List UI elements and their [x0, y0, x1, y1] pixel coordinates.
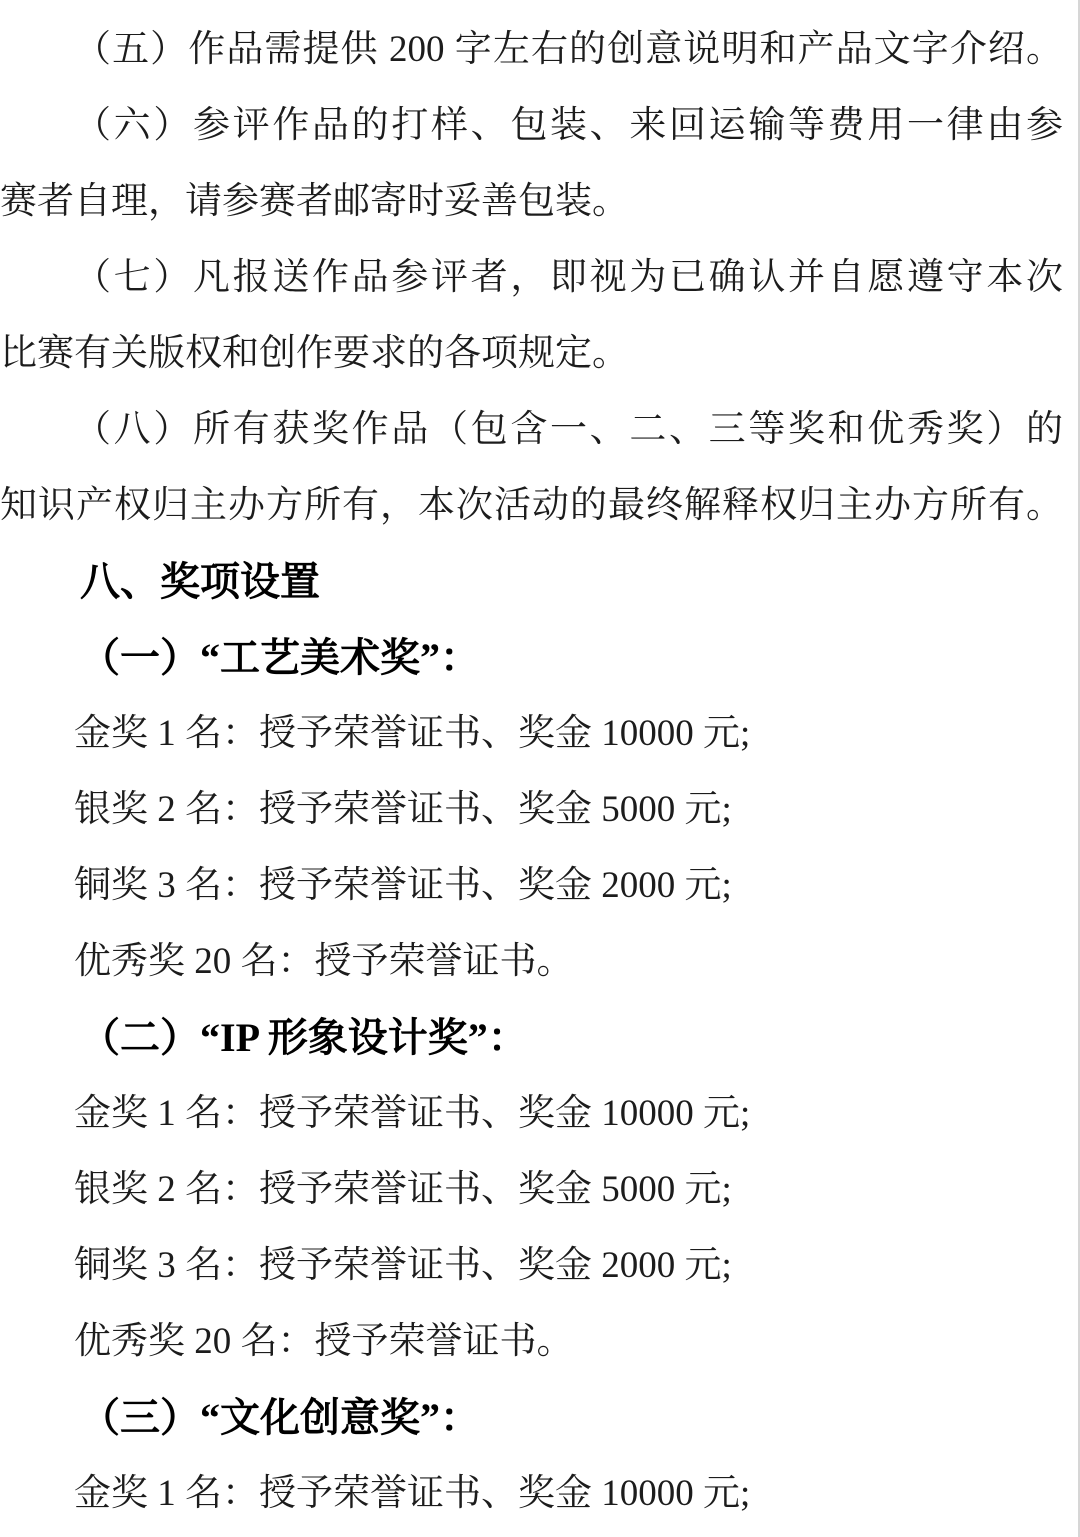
award-line: 银奖 2 名：授予荣誉证书、奖金 5000 元; — [74, 1169, 732, 1210]
paragraph-line: （五）作品需提供 200 字左右的创意说明和产品文字介绍。 — [74, 29, 1063, 70]
paragraph-line: 赛者自理，请参赛者邮寄时妥善包装。 — [0, 181, 629, 222]
award-line: 金奖 1 名：授予荣誉证书、奖金 10000 元; — [74, 713, 751, 754]
paragraph-line: 知识产权归主办方所有，本次活动的最终解释权归主办方所有。 — [0, 485, 1063, 526]
award-category-heading: （二）“IP 形象设计奖”： — [80, 1015, 528, 1060]
award-line: 金奖 1 名：授予荣誉证书、奖金 10000 元; — [74, 1473, 751, 1514]
paragraph-line: （八）所有获奖作品（包含一、二、三等奖和优秀奖）的 — [74, 409, 1063, 450]
award-category-heading: （一）“工艺美术奖”： — [80, 635, 480, 680]
section-heading: 八、奖项设置 — [80, 560, 320, 604]
paragraph-line: 比赛有关版权和创作要求的各项规定。 — [0, 333, 629, 374]
award-line: 铜奖 3 名：授予荣誉证书、奖金 2000 元; — [74, 865, 732, 906]
award-line: 优秀奖 20 名：授予荣誉证书。 — [74, 1321, 574, 1362]
paragraph-line: （七）凡报送作品参评者，即视为已确认并自愿遵守本次 — [74, 257, 1063, 298]
award-category-heading: （三）“文化创意奖”： — [80, 1395, 480, 1440]
award-line: 金奖 1 名：授予荣誉证书、奖金 10000 元; — [74, 1093, 751, 1134]
award-line: 优秀奖 20 名：授予荣誉证书。 — [74, 941, 574, 982]
paragraph-line: （六）参评作品的打样、包装、来回运输等费用一律由参 — [74, 105, 1063, 146]
award-line: 铜奖 3 名：授予荣誉证书、奖金 2000 元; — [74, 1245, 732, 1286]
award-line: 银奖 2 名：授予荣誉证书、奖金 5000 元; — [74, 789, 732, 830]
